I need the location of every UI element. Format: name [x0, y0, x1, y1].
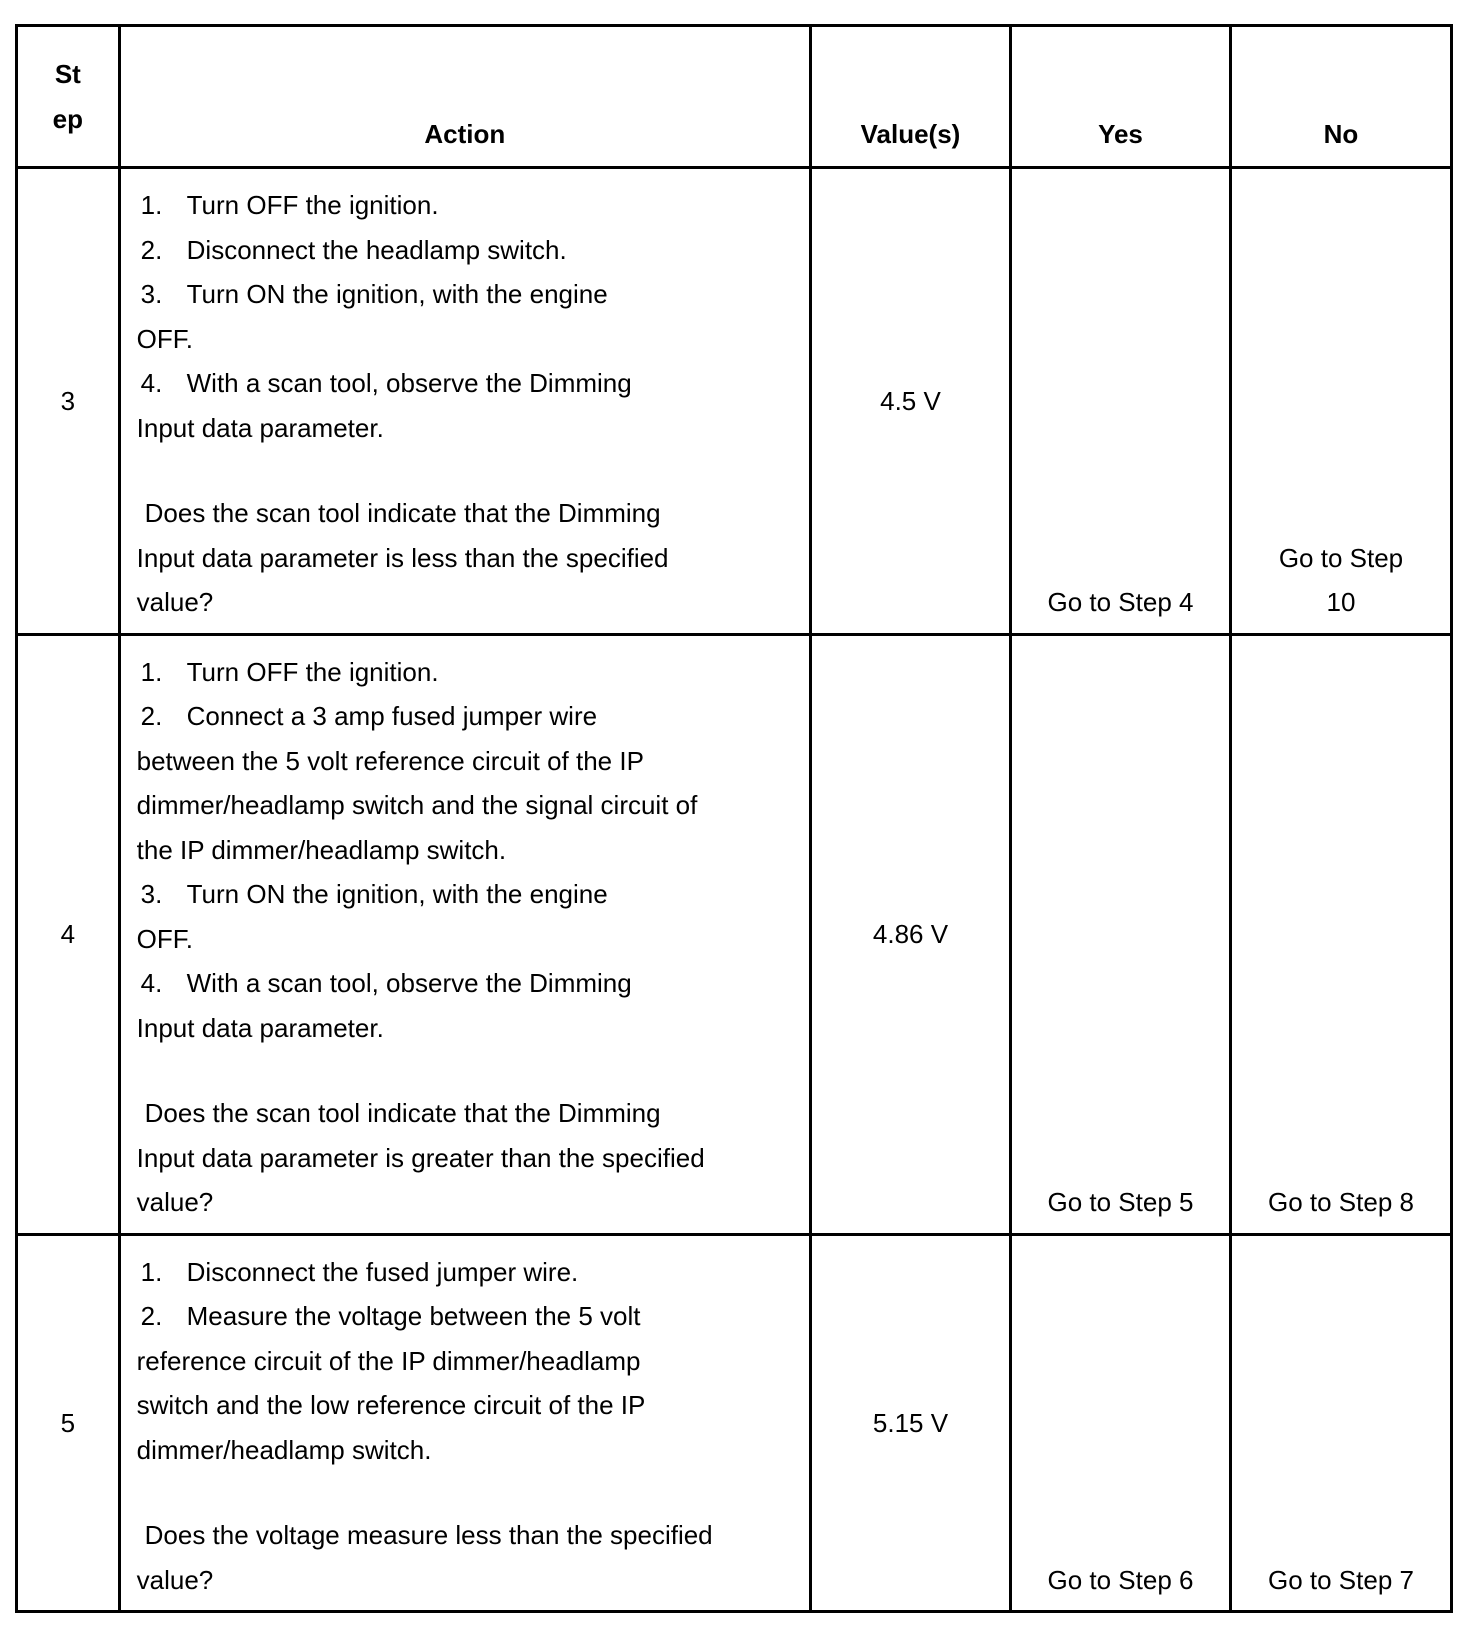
yes-cell: Go to Step 4: [1011, 168, 1231, 635]
yes-cell: Go to Step 6: [1011, 1234, 1231, 1612]
action-item-continuation: dimmer/headlamp switch.: [136, 1434, 432, 1465]
header-no: No: [1230, 26, 1451, 168]
value-cell: 4.86 V: [810, 634, 1010, 1234]
header-values: Value(s): [810, 26, 1010, 168]
action-item-continuation: Input data parameter.: [136, 1012, 384, 1043]
header-step-line1: St: [54, 59, 81, 89]
action-item: 1. Disconnect the fused jumper wire.: [140, 1256, 579, 1287]
action-item: 1. Turn OFF the ignition.: [140, 656, 439, 687]
action-item-continuation: OFF.: [136, 923, 193, 954]
header-step-line2: ep: [52, 103, 83, 134]
header-row: [17, 26, 1452, 168]
action-item-continuation: the IP dimmer/headlamp switch.: [136, 834, 507, 865]
action-item: 4. With a scan tool, observe the Dimming: [140, 368, 632, 398]
action-item: 4. With a scan tool, observe the Dimming: [140, 968, 632, 998]
action-item: 3. Turn ON the ignition, with the engine: [140, 879, 608, 909]
header-step: [17, 26, 120, 168]
action-item-continuation: OFF.: [136, 323, 193, 354]
table-row-step-3: [17, 168, 1452, 635]
action-item: 2. Disconnect the headlamp switch.: [140, 234, 567, 265]
action-question: Does the voltage measure less than the specified value?: [136, 1520, 713, 1595]
action-cell: [119, 634, 810, 1234]
step-number: 3: [17, 168, 120, 635]
header-yes: Yes: [1011, 26, 1231, 168]
table-row-step-5: [17, 1234, 1452, 1612]
no-cell: Go to Step 8: [1230, 634, 1451, 1234]
no-cell: Go to Step 10: [1230, 168, 1451, 635]
table-row-step-4: [17, 634, 1452, 1234]
header-action: Action: [119, 26, 810, 168]
action-item: 2. Measure the voltage between the 5 volt: [140, 1301, 641, 1331]
action-item: 3. Turn ON the ignition, with the engine: [140, 279, 608, 309]
action-item-continuation: Input data parameter.: [136, 412, 384, 443]
no-cell: Go to Step 7: [1230, 1234, 1451, 1612]
diagnostic-table: [15, 24, 1453, 1613]
action-question: Does the scan tool indicate that the Dimming Input data parameter is greater than the specified value?: [136, 1098, 705, 1217]
action-item-continuation: between the 5 volt reference circuit of the IP: [136, 745, 644, 776]
action-item-continuation: dimmer/headlamp switch and the signal circuit of: [136, 790, 698, 820]
action-item: 1. Turn OFF the ignition.: [140, 190, 439, 220]
action-item-continuation: reference circuit of the IP dimmer/headlamp: [136, 1345, 641, 1376]
step-number: 5: [17, 1234, 120, 1612]
step-number: 4: [17, 634, 120, 1234]
yes-cell: Go to Step 5: [1011, 634, 1231, 1234]
action-item: 2. Connect a 3 amp fused jumper wire: [140, 701, 598, 731]
value-cell: 4.5 V: [810, 168, 1010, 635]
action-question: Does the scan tool indicate that the Dimming Input data parameter is less than the specified value?: [136, 498, 669, 617]
action-cell: [119, 168, 810, 635]
value-cell: 5.15 V: [810, 1234, 1010, 1612]
action-item-continuation: switch and the low reference circuit of the IP: [136, 1390, 646, 1420]
action-cell: [119, 1234, 810, 1612]
